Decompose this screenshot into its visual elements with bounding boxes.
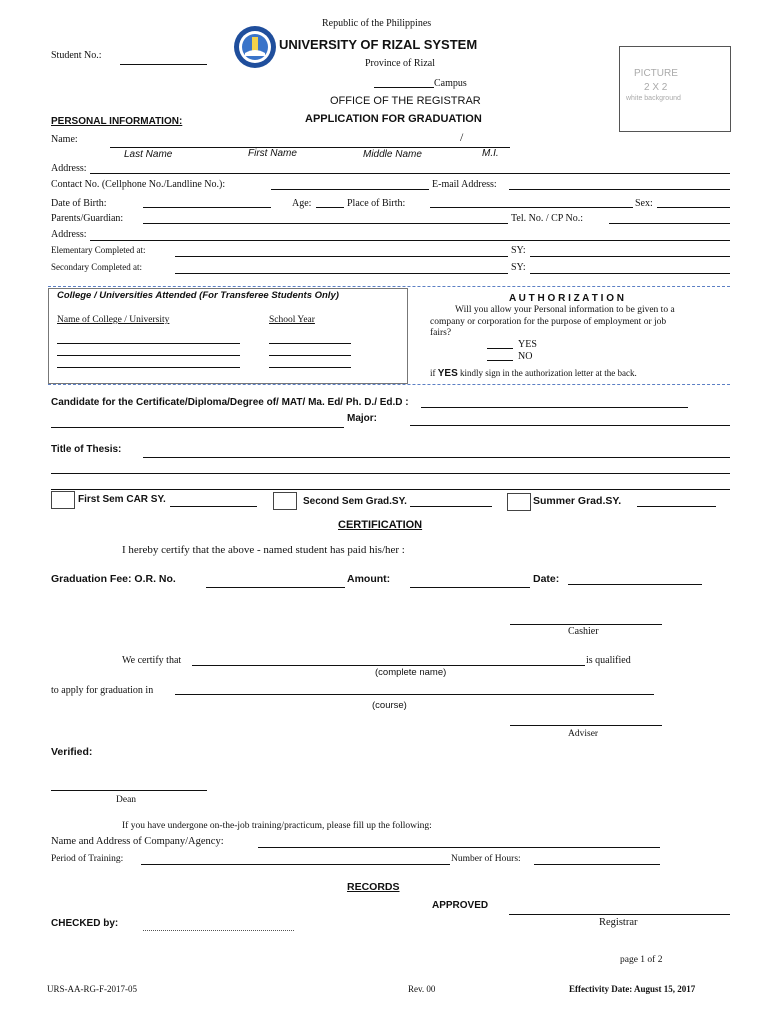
elementary-label: Elementary Completed at: <box>51 245 146 255</box>
revision: Rev. 00 <box>408 984 436 994</box>
complete-name-field[interactable] <box>192 665 585 666</box>
second-sem-sy-field[interactable] <box>410 506 492 507</box>
first-sem-label: First Sem CAR SY. <box>78 494 166 505</box>
transferee-col-college: Name of College / University <box>57 315 170 325</box>
sex-field[interactable] <box>657 207 730 208</box>
approved-label: APPROVED <box>432 900 489 911</box>
is-qualified-label: is qualified <box>586 655 631 666</box>
summer-sy-field[interactable] <box>637 506 716 507</box>
campus-field[interactable] <box>374 87 434 88</box>
name-slash: / <box>460 130 464 144</box>
year-field-2[interactable] <box>269 355 351 356</box>
parents-label: Parents/Guardian: <box>51 213 124 224</box>
amount-field[interactable] <box>410 587 530 588</box>
first-sem-sy-field[interactable] <box>170 506 257 507</box>
thesis-label: Title of Thesis: <box>51 444 122 455</box>
candidate-degree-field-2[interactable] <box>51 427 344 428</box>
seal-icon <box>233 25 277 69</box>
sex-label: Sex: <box>635 198 653 209</box>
period-label: Period of Training: <box>51 854 124 864</box>
pob-field[interactable] <box>430 207 633 208</box>
thesis-field-3[interactable] <box>51 489 730 490</box>
student-no-label: Student No.: <box>51 50 102 61</box>
email-label: E-mail Address: <box>432 179 497 190</box>
mi-caption: M.I. <box>482 148 499 159</box>
summer-checkbox[interactable] <box>507 493 531 511</box>
republic-text: Republic of the Philippines <box>322 18 432 29</box>
ojt-intro: If you have undergone on-the-job training/practicum, please fill up the following: <box>122 821 432 831</box>
year-field-3[interactable] <box>269 367 351 368</box>
first-sem-checkbox[interactable] <box>51 491 75 509</box>
registrar-signature-line[interactable] <box>509 914 730 915</box>
authorization-title: A U T H O R I Z A T I O N <box>509 293 624 304</box>
dean-label: Dean <box>116 795 137 805</box>
college-field-1[interactable] <box>57 343 240 344</box>
transferee-box <box>48 288 408 384</box>
second-sem-checkbox[interactable] <box>273 492 297 510</box>
records-title: RECORDS <box>347 881 400 893</box>
candidate-label: Candidate for the Certificate/Diploma/Degree of/ MAT/ Ma. Ed/ Ph. D./ Ed.D : <box>51 397 409 408</box>
contact-label: Contact No. (Cellphone No./Landline No.): <box>51 179 226 190</box>
authorization-question-3: fairs? <box>430 328 452 338</box>
secondary-label: Secondary Completed at: <box>51 262 142 272</box>
elementary-sy-field[interactable] <box>530 256 730 257</box>
elementary-field[interactable] <box>175 256 508 257</box>
university-seal <box>233 25 277 69</box>
tel-label: Tel. No. / CP No.: <box>511 213 583 224</box>
yes-label: YES <box>518 339 537 350</box>
thesis-field-1[interactable] <box>143 457 730 458</box>
student-no-field[interactable] <box>120 64 207 65</box>
verified-label: Verified: <box>51 746 93 758</box>
year-field-1[interactable] <box>269 343 351 344</box>
adviser-label: Adviser <box>568 729 599 739</box>
contact-field[interactable] <box>271 189 429 190</box>
period-field[interactable] <box>141 864 450 865</box>
secondary-field[interactable] <box>175 273 508 274</box>
thesis-field-2[interactable] <box>51 473 730 474</box>
middle-name-caption: Middle Name <box>363 149 422 160</box>
certification-title: CERTIFICATION <box>338 519 423 531</box>
email-field[interactable] <box>509 189 730 190</box>
age-field[interactable] <box>316 207 344 208</box>
transferee-col-year: School Year <box>269 315 315 325</box>
to-apply-label: to apply for graduation in <box>51 685 154 696</box>
college-field-3[interactable] <box>57 367 240 368</box>
no-option[interactable] <box>487 360 513 361</box>
or-no-field[interactable] <box>206 587 345 588</box>
no-label: NO <box>518 351 533 362</box>
transferee-title: College / Universities Attended (For Transferee Students Only) <box>57 290 339 301</box>
separator-bottom <box>48 384 730 385</box>
complete-name-caption: (complete name) <box>375 667 447 678</box>
secondary-sy-field[interactable] <box>530 273 730 274</box>
yes-option[interactable] <box>487 348 513 349</box>
effectivity-date: Effectivity Date: August 15, 2017 <box>569 984 696 994</box>
date-label: Date: <box>533 573 560 585</box>
college-field-2[interactable] <box>57 355 240 356</box>
address2-field[interactable] <box>90 240 730 241</box>
office-title: OFFICE OF THE REGISTRAR <box>330 95 481 107</box>
photo-size: 2 X 2 <box>644 82 668 93</box>
last-name-caption: Last Name <box>124 149 173 160</box>
cashier-signature-line[interactable] <box>510 624 662 625</box>
form-title: APPLICATION FOR GRADUATION <box>305 113 482 125</box>
parents-field[interactable] <box>143 223 508 224</box>
address-field[interactable] <box>90 173 730 174</box>
university-name: UNIVERSITY OF RIZAL SYSTEM <box>279 37 478 52</box>
cashier-label: Cashier <box>568 626 599 637</box>
summer-label: Summer Grad.SY. <box>533 495 622 507</box>
certification-statement: I hereby certify that the above - named student has paid his/her : <box>122 544 405 556</box>
authorization-note: if YES kindly sign in the authorization letter at the back. <box>430 368 637 379</box>
address2-label: Address: <box>51 229 87 240</box>
dob-field[interactable] <box>143 207 271 208</box>
elementary-sy-label: SY: <box>511 245 526 256</box>
address-label: Address: <box>51 163 87 174</box>
pob-label: Place of Birth: <box>347 198 406 209</box>
course-field[interactable] <box>175 694 654 695</box>
checked-by-label: CHECKED by: <box>51 918 119 929</box>
campus-label: Campus <box>434 78 467 89</box>
candidate-degree-field[interactable] <box>421 407 688 408</box>
checked-by-field[interactable] <box>143 930 294 931</box>
authorization-question-2: company or corporation for the purpose of employment or job <box>430 317 667 327</box>
personal-section-title: PERSONAL INFORMATION: <box>51 116 183 127</box>
course-caption: (course) <box>372 700 407 711</box>
company-field[interactable] <box>258 847 660 848</box>
secondary-sy-label: SY: <box>511 262 526 273</box>
page-number: page 1 of 2 <box>620 955 663 965</box>
photo-box[interactable] <box>619 46 731 132</box>
first-name-caption: First Name <box>248 148 297 159</box>
form-code: URS-AA-RG-F-2017-05 <box>47 984 137 994</box>
separator-top <box>48 286 730 287</box>
tel-field[interactable] <box>609 223 730 224</box>
fee-label: Graduation Fee: O.R. No. <box>51 573 176 585</box>
hours-field[interactable] <box>534 864 660 865</box>
photo-label: PICTURE <box>634 68 678 79</box>
dean-signature-line[interactable] <box>51 790 207 791</box>
company-label: Name and Address of Company/Agency: <box>51 836 224 847</box>
province-text: Province of Rizal <box>365 58 435 69</box>
registrar-label: Registrar <box>599 917 638 928</box>
amount-label: Amount: <box>347 573 391 585</box>
dob-label: Date of Birth: <box>51 198 107 209</box>
adviser-signature-line[interactable] <box>510 725 662 726</box>
name-label: Name: <box>51 134 78 145</box>
age-label: Age: <box>292 198 312 209</box>
major-label: Major: <box>347 413 377 424</box>
photo-note: white background <box>626 95 681 102</box>
second-sem-label: Second Sem Grad.SY. <box>303 496 407 507</box>
major-field[interactable] <box>410 425 730 426</box>
date-field[interactable] <box>568 584 702 585</box>
name-field[interactable] <box>110 147 510 148</box>
authorization-question-1: Will you allow your Personal information to be given to a <box>455 305 675 315</box>
we-certify-label: We certify that <box>122 655 182 666</box>
hours-label: Number of Hours: <box>451 854 521 864</box>
